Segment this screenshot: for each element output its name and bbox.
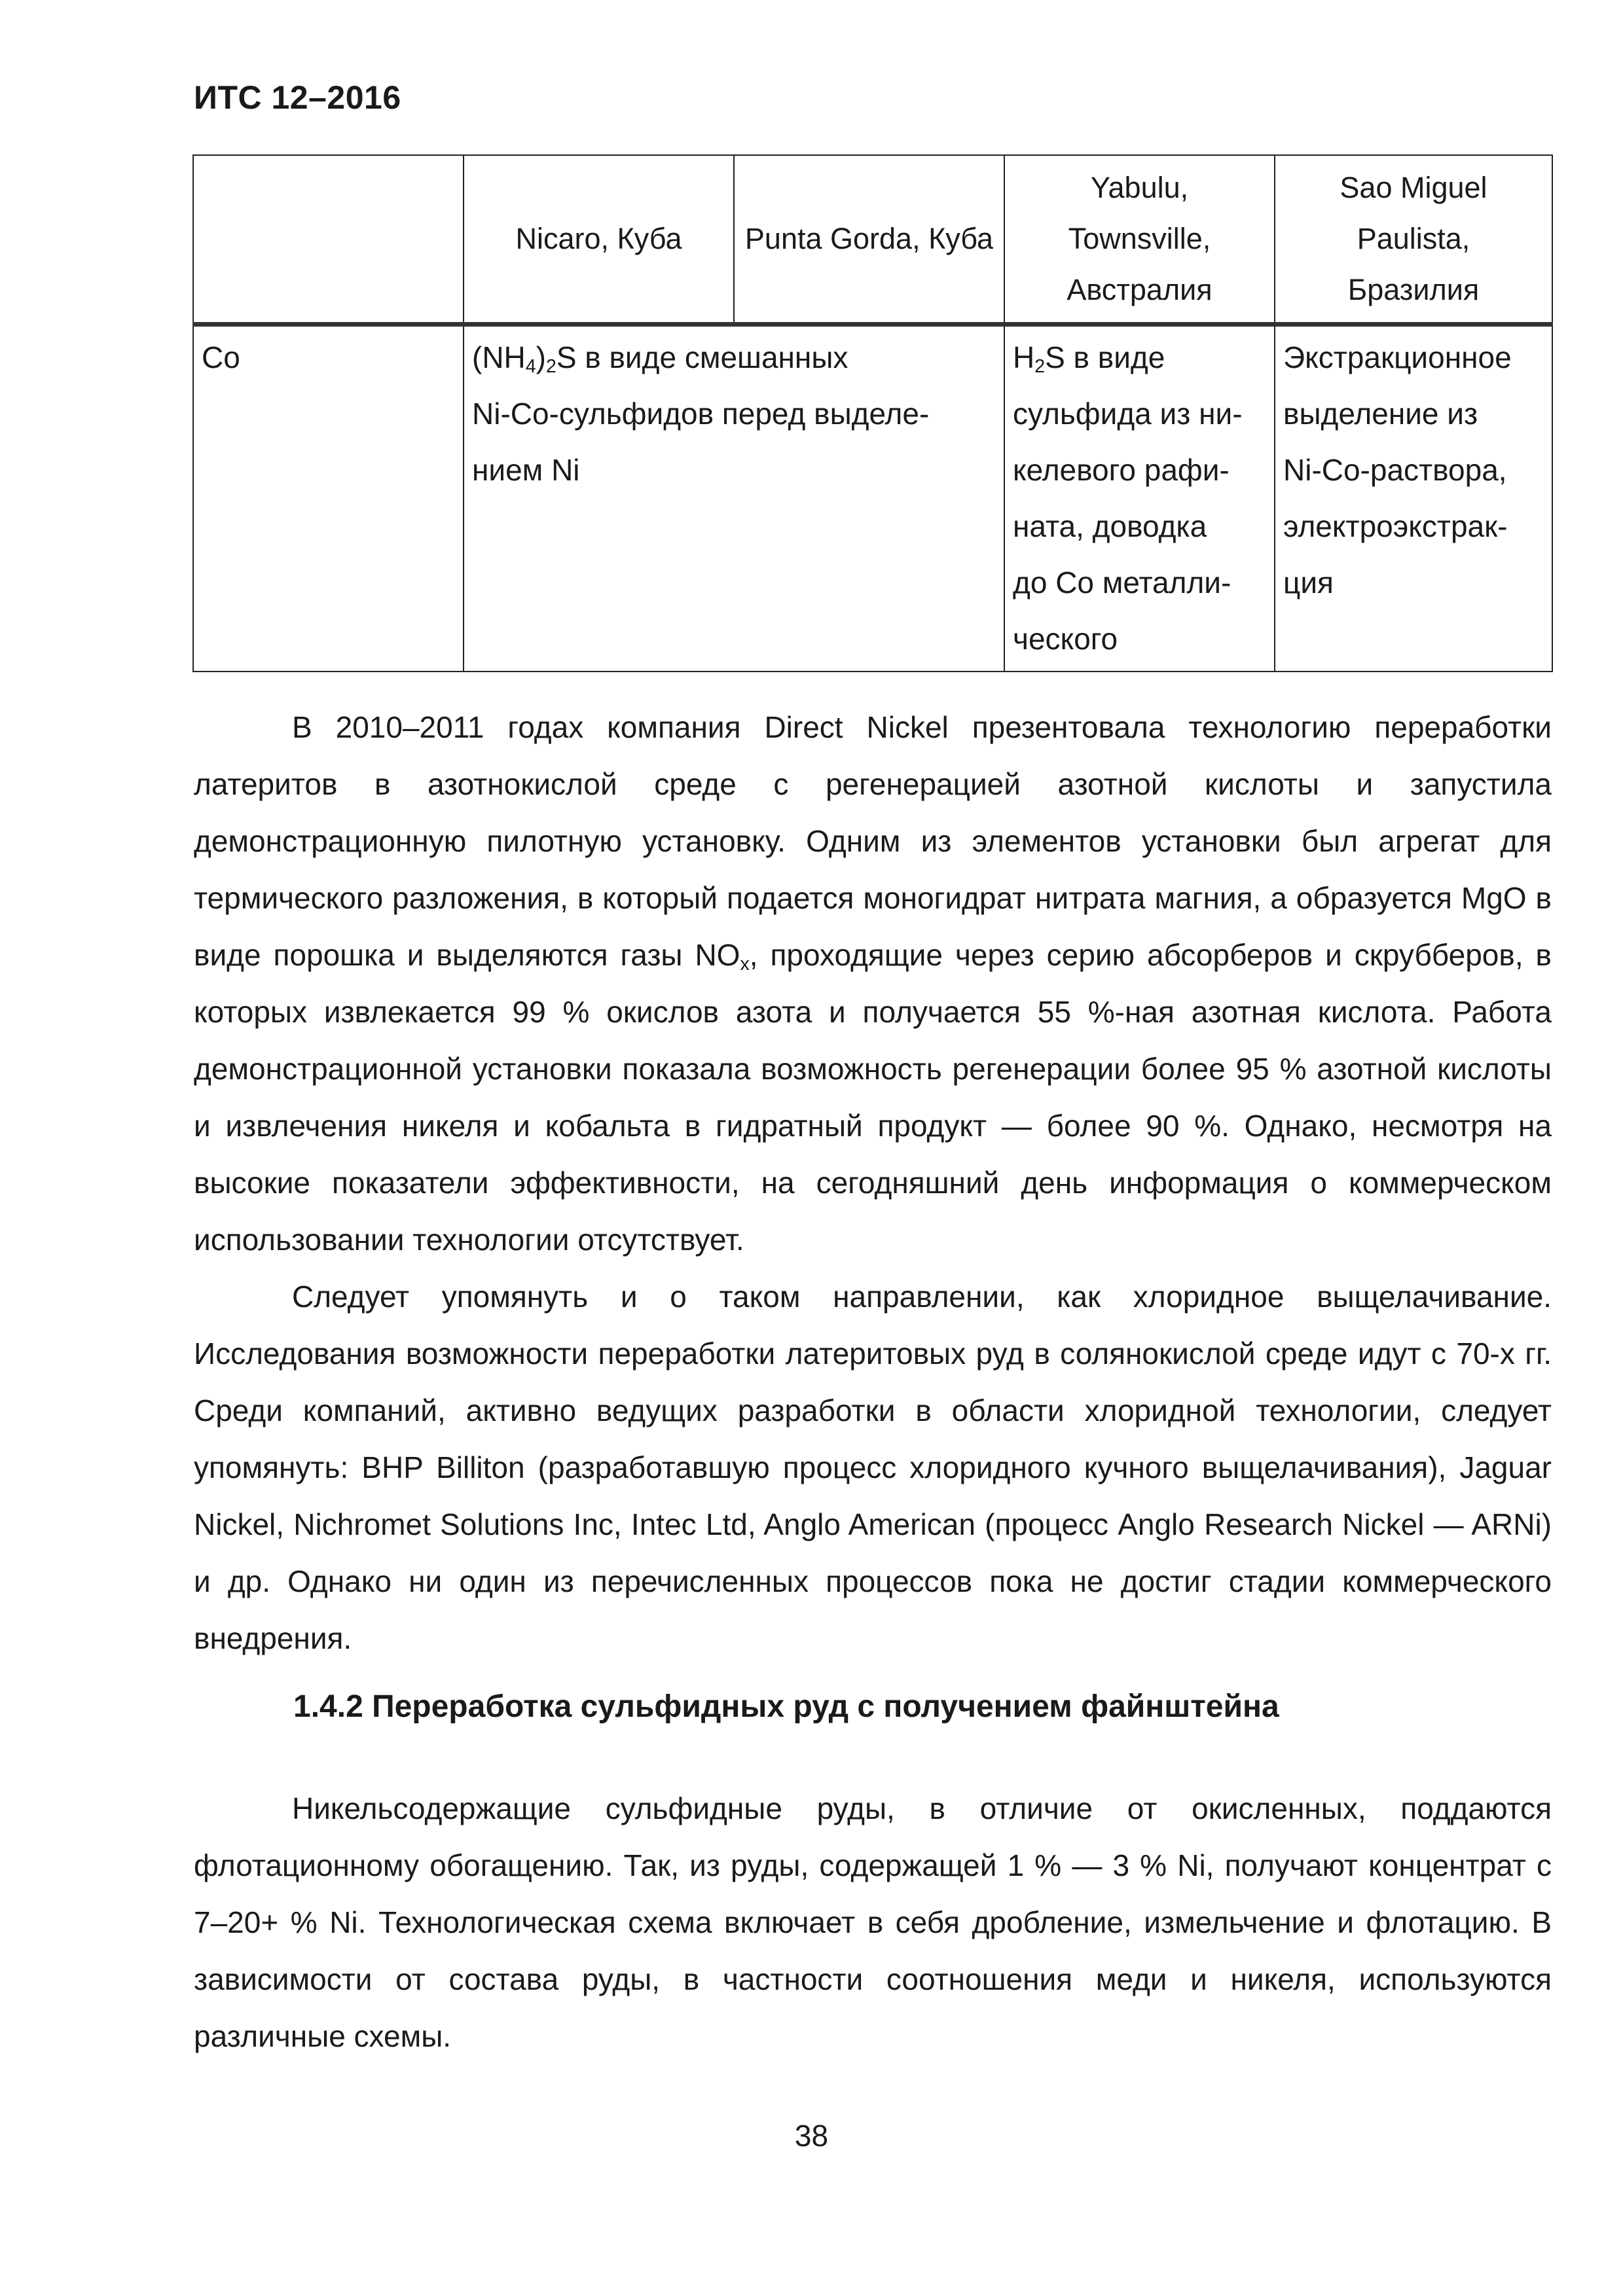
paragraph-direct-nickel [194, 699, 1552, 1268]
header-cell-punta-gorda: Punta Gorda, Куба [734, 155, 1004, 325]
cell-sao-miguel [1275, 325, 1552, 672]
process-table [192, 154, 1553, 672]
table-row [193, 325, 1552, 672]
header-cell-sao-miguel [1275, 155, 1552, 325]
cell-line: ция [1283, 565, 1334, 600]
cell-line: электроэкстрак- [1283, 509, 1508, 543]
header-cell-yabulu [1004, 155, 1275, 325]
page-number: 38 [794, 2119, 829, 2153]
cell-line: ческого [1013, 622, 1118, 656]
cell-line: до Co металли- [1013, 565, 1231, 600]
subscript: 2 [1034, 356, 1046, 378]
header-cell-empty [193, 155, 464, 325]
row-label-cell: Co [193, 325, 464, 672]
table-header-row [193, 155, 1552, 325]
cell-text: S в виде смешанных [556, 340, 848, 374]
header-line: Sao Miguel [1340, 171, 1487, 204]
section-heading: 1.4.2 Переработка сульфидных руд с получением файнштейна [293, 1689, 1279, 1724]
cell-line: Экстракционное [1283, 340, 1512, 374]
cell-text: H [1013, 340, 1035, 374]
cell-line: нием Ni [472, 453, 580, 487]
cell-line: Ni-Co-раствора, [1283, 453, 1507, 487]
subscript: 2 [545, 356, 556, 378]
cell-line: сульфида из ни- [1013, 397, 1243, 431]
document-id: ИТС 12–2016 [194, 79, 401, 116]
header-line: Yabulu, [1090, 171, 1189, 204]
header-line: Townsville, [1068, 222, 1211, 255]
cell-text: (NH [472, 340, 526, 374]
header-line: Бразилия [1347, 273, 1480, 306]
paragraph-text: , проходящие через серию абсорберов и скрубберов, в которых извлекается 99 % окислов азота и получается 55 %-ная азотная кислота. Работа демонстрационной установки показала возможность регенерации более 95 % азотной кислоты и извлечения никеля и кобальта в гидратный продукт — более 90 %. Однако, несмотря на высокие показатели эффективности, на сегодняшний день информация о коммерческом использовании технологии отсутствует. [194, 938, 1552, 1257]
cell-yabulu [1004, 325, 1275, 672]
cell-line: Ni-Co-сульфидов перед выделе- [472, 397, 930, 431]
cell-text: ) [536, 340, 546, 374]
subscript: x [740, 954, 750, 975]
cell-line: выделение из [1283, 397, 1478, 431]
paragraph-text: Никельсодержащие сульфидные руды, в отличие от окисленных, поддаются флотационному обогащению. Так, из руды, содержащей 1 % — 3 % Ni, получают концентрат с 7–20+ % Ni. Технологическая схема включает в себя дробление, измельчение и флотацию. В зависимости от состава руды, в частности соотношения меди и никеля, используются различные схемы. [194, 1791, 1552, 2053]
header-cell-nicaro: Nicaro, Куба [464, 155, 734, 325]
cell-text: S в виде [1045, 340, 1165, 374]
paragraph-text: В 2010–2011 годах компания Direct Nickel презентовала технологию переработки латеритов в азотнокислой среде с регенерацией азотной кислоты и запустила демонстрационную пилотную установку. Одним из элементов установки был агрегат для термического разложения, в который подается моногидрат нитрата магния, а образуется MgO в виде порошка и выделяются газы NO [194, 710, 1552, 972]
header-line: Австралия [1067, 273, 1213, 306]
header-line: Paulista, [1357, 222, 1470, 255]
paragraph-text: Следует упомянуть и о таком направлении, как хлоридное выщелачивание. Исследования возможности переработки латеритовых руд в солянокислой среде идут с 70-х гг. Среди компаний, активно ведущих разработки в области хлоридной технологии, следует упомянуть: BHP Billiton (разработавшую процесс хлоридного кучного выщелачивания), Jaguar Nickel, Nichromet Solutions Inc, Intec Ltd, Anglo American (процесс Anglo Research Nickel — ARNi) и др. Однако ни один из перечисленных процессов пока не достиг стадии коммерческого внедрения. [194, 1280, 1552, 1655]
paragraph-chloride-leaching [194, 1268, 1552, 1667]
subscript: 4 [525, 356, 536, 378]
paragraph-sulfide-ores [194, 1780, 1552, 2065]
cell-line: келевого рафи- [1013, 453, 1230, 487]
cell-nicaro-punta-gorda [464, 325, 1004, 672]
cell-line: ната, доводка [1013, 509, 1207, 543]
